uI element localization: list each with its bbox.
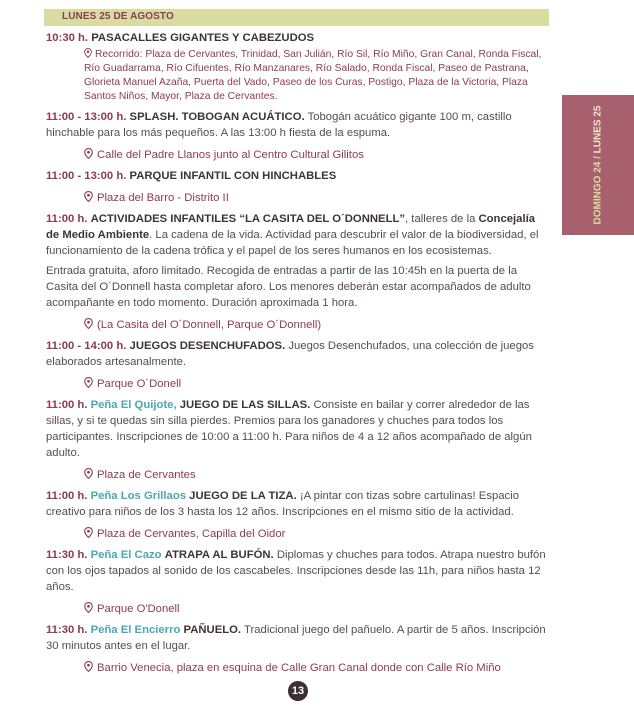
- event-peña: Peña El Quijote,: [90, 399, 177, 411]
- event-peña: Peña El Cazo: [90, 549, 162, 561]
- location-pin-icon: [84, 318, 93, 329]
- side-tab-separator: /: [592, 153, 604, 162]
- event-name: JUEGO DE LA TIZA.: [189, 490, 297, 502]
- event-item: [46, 488, 550, 542]
- event-peña: Peña El Encierro: [90, 624, 181, 636]
- event-location: Parque O'Donell: [97, 603, 180, 615]
- event-time: 10:30 h.: [46, 32, 89, 44]
- event-list: [46, 30, 550, 681]
- event-description: Juegos Desenchufados, una colección de juegos elaborados artesanalmente.: [46, 340, 534, 368]
- page-number: 13: [288, 681, 308, 701]
- event-description: Consiste en bailar y correr alrededor de las sillas, y si te quedas sin silla pierdes. Premios para los ganadores y chuches para todos los participantes. Inscripciones de 10:00 a 11:00 h. Para niños de 4 a 12 años acompañado de algún adulto.: [46, 399, 532, 459]
- event-name: SPLASH. TOBOGAN ACUÁTICO.: [129, 111, 305, 123]
- event-time: 11:00 h.: [46, 213, 88, 225]
- location-pin-icon: [84, 468, 93, 479]
- event-time: 11:00 - 13:00 h.: [46, 170, 127, 182]
- event-item: [46, 211, 550, 333]
- event-name: PASACALLES GIGANTES Y CABEZUDOS: [91, 32, 315, 44]
- event-time: 11:00 - 14:00 h.: [46, 340, 127, 352]
- date-header-label: LUNES 25 DE AGOSTO: [62, 11, 174, 22]
- event-item: [46, 622, 550, 676]
- event-time: 11:00 h.: [46, 490, 88, 502]
- event-name: PAÑUELO.: [183, 624, 242, 636]
- event-time: 11:00 - 13:00 h.: [46, 111, 127, 123]
- event-location: Plaza del Barro - Distrito II: [97, 192, 229, 204]
- event-location: (La Casita del O´Donnell, Parque O´Donnell): [97, 319, 322, 331]
- side-date-text: [593, 106, 604, 225]
- location-pin-icon: [84, 191, 93, 202]
- event-location: Calle del Padre Llanos junto al Centro Cultural Gilitos: [97, 149, 364, 161]
- event-item: [46, 109, 550, 163]
- event-item: [46, 30, 550, 104]
- event-description: ¡A pintar con tizas sobre cartulinas! Espacio creativo para niños de los 3 hasta los 12 años. Inscripciones en el mismo sitio de la actividad.: [46, 490, 519, 518]
- event-note: Entrada gratuita, aforo limitado. Recogida de entradas a partir de las 10:45h en la puerta de la Casita del O´Donnell hasta completar aforo. Los menores deberán estar acompañados de adulto acompañante en todo momento. Duración aproximada 1 hora.: [46, 265, 531, 309]
- event-description: Diplomas y chuches para todos. Atrapa nuestro bufón con los ojos tapados al sonido de los cascabeles. Inscripciones desde las 11h, para niños hasta 12 años.: [46, 549, 546, 593]
- location-pin-icon: [84, 602, 93, 613]
- event-description: . La cadena de la vida. Actividad para descubrir el valor de la biodiversidad, el funcionamiento de la cadena trófica y el papel de los seres humanos en los ecosistemas.: [46, 229, 539, 257]
- side-date-tab: [562, 95, 634, 235]
- event-peña: Peña Los Grillaos: [90, 490, 187, 502]
- event-description-prefix: , talleres de la: [405, 213, 479, 225]
- location-pin-icon: [84, 48, 92, 58]
- event-time: 11:30 h.: [46, 549, 88, 561]
- event-name: ATRAPA AL BUFÓN.: [164, 549, 274, 561]
- event-organizer: Concejalía de Medio Ambiente: [46, 213, 536, 241]
- event-location: Recorrido: Plaza de Cervantes, Trinidad, San Julián, Río Sil, Río Miño, Gran Canal, Ronda Fiscal, Río Guadarrama, Río Cifuentes, Río Manzanares, Río Salado, Ronda Fiscal, Paseo de Pastrana, Glorieta Manuel Azaña, Puerta del Vado, Paseo de los Curas, Postigo, Plaza de la Victoria, Plaza Santos Niños, Mayor, Plaza de Cervantes.: [84, 49, 542, 102]
- event-item: [46, 338, 550, 392]
- event-location: Barrio Venecia, plaza en esquina de Calle Gran Canal donde con Calle Río Miño: [97, 662, 501, 674]
- side-tab-current-day: LUNES 25: [592, 105, 604, 154]
- event-name: PARQUE INFANTIL CON HINCHABLES: [129, 170, 337, 182]
- event-time: 11:30 h.: [46, 624, 88, 636]
- event-time: 11:00 h.: [46, 399, 88, 411]
- event-item: [46, 168, 550, 206]
- location-pin-icon: [84, 527, 93, 538]
- side-tab-prev-day: DOMINGO 24: [592, 161, 604, 225]
- event-item: [46, 547, 550, 617]
- location-pin-icon: [84, 661, 93, 672]
- event-description: Tradicional juego del pañuelo. A partir de 5 años. Inscripción 30 minutos antes en el lugar.: [46, 624, 546, 652]
- event-name: JUEGO DE LAS SILLAS.: [179, 399, 311, 411]
- location-pin-icon: [84, 148, 93, 159]
- event-location: Parque O´Donell: [97, 378, 182, 390]
- event-description: Tobogán acuático gigante 100 m, castillo hinchable para los más pequeños. A las 13:00 h fiesta de la espuma.: [46, 111, 512, 139]
- event-name: ACTIVIDADES INFANTILES “LA CASITA DEL O´DONNELL”: [90, 213, 406, 225]
- date-header-bar: [44, 9, 549, 26]
- location-pin-icon: [84, 377, 93, 388]
- event-location: Plaza de Cervantes: [97, 469, 196, 481]
- event-name: JUEGOS DESENCHUFADOS.: [129, 340, 286, 352]
- event-item: [46, 397, 550, 483]
- event-location: Plaza de Cervantes, Capilla del Oidor: [97, 528, 286, 540]
